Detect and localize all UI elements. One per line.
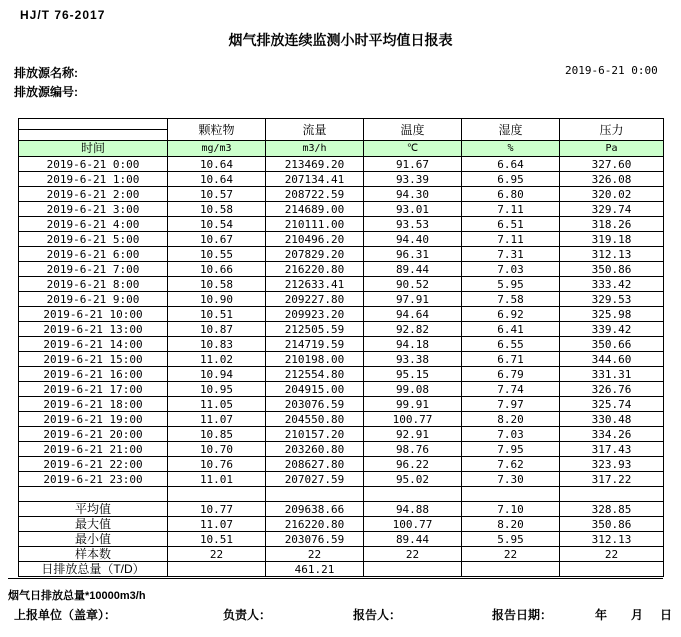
report-table: [18, 118, 664, 577]
value-cell: 319.18: [560, 232, 664, 247]
summary-value-cell: 100.77: [364, 517, 462, 532]
summary-value-cell: 22: [168, 547, 266, 562]
value-cell: 8.20: [462, 412, 560, 427]
value-cell: 89.44: [364, 262, 462, 277]
time-cell: 2019-6-21 1:00: [19, 172, 168, 187]
month-label: 月: [631, 608, 644, 622]
value-cell: 100.77: [364, 412, 462, 427]
summary-label-cell: 样本数: [19, 547, 168, 562]
value-cell: 10.58: [168, 202, 266, 217]
value-cell: 329.74: [560, 202, 664, 217]
summary-value-cell: 461.21: [266, 562, 364, 577]
value-cell: 6.80: [462, 187, 560, 202]
value-cell: 92.82: [364, 322, 462, 337]
summary-row: [19, 547, 664, 562]
year-label: 年: [595, 608, 608, 622]
value-cell: 327.60: [560, 157, 664, 172]
value-cell: 10.57: [168, 187, 266, 202]
value-cell: 325.98: [560, 307, 664, 322]
summary-label-cell: 最大值: [19, 517, 168, 532]
time-cell: 2019-6-21 19:00: [19, 412, 168, 427]
value-cell: 6.71: [462, 352, 560, 367]
empty-cell: [364, 487, 462, 502]
time-cell: 2019-6-21 0:00: [19, 157, 168, 172]
table-row: [19, 367, 664, 382]
summary-value-cell: 216220.80: [266, 517, 364, 532]
summary-row: [19, 517, 664, 532]
value-cell: 204550.80: [266, 412, 364, 427]
value-cell: 11.01: [168, 472, 266, 487]
value-cell: 10.85: [168, 427, 266, 442]
value-cell: 207134.41: [266, 172, 364, 187]
value-cell: 10.67: [168, 232, 266, 247]
report-unit-label: 上报单位（盖章）：: [14, 608, 117, 622]
time-cell: 2019-6-21 18:00: [19, 397, 168, 412]
value-cell: 93.38: [364, 352, 462, 367]
responsible-person-label: 负责人：: [223, 608, 272, 622]
table-row: [19, 337, 664, 352]
table-row: [19, 412, 664, 427]
time-cell: 2019-6-21 23:00: [19, 472, 168, 487]
value-cell: 95.02: [364, 472, 462, 487]
value-cell: 94.18: [364, 337, 462, 352]
value-cell: 98.76: [364, 442, 462, 457]
value-cell: 6.79: [462, 367, 560, 382]
value-cell: 7.58: [462, 292, 560, 307]
value-cell: 214719.59: [266, 337, 364, 352]
value-cell: 6.92: [462, 307, 560, 322]
value-cell: 317.43: [560, 442, 664, 457]
time-cell: 2019-6-21 8:00: [19, 277, 168, 292]
summary-value-cell: 203076.59: [266, 532, 364, 547]
value-cell: 323.93: [560, 457, 664, 472]
table-body: [19, 157, 664, 577]
col-header-pm: 颗粒物: [168, 119, 266, 141]
summary-value-cell: [364, 562, 462, 577]
value-cell: 7.11: [462, 202, 560, 217]
value-cell: 214689.00: [266, 202, 364, 217]
day-label: 日: [660, 608, 673, 622]
value-cell: 210198.00: [266, 352, 364, 367]
summary-value-cell: 94.88: [364, 502, 462, 517]
time-cell: 2019-6-21 13:00: [19, 322, 168, 337]
time-cell: 2019-6-21 21:00: [19, 442, 168, 457]
value-cell: 10.64: [168, 172, 266, 187]
value-cell: 10.70: [168, 442, 266, 457]
value-cell: 92.91: [364, 427, 462, 442]
table-row: [19, 442, 664, 457]
value-cell: 204915.00: [266, 382, 364, 397]
value-cell: 210496.20: [266, 232, 364, 247]
value-cell: 7.11: [462, 232, 560, 247]
value-cell: 95.15: [364, 367, 462, 382]
value-cell: 7.03: [462, 262, 560, 277]
value-cell: 344.60: [560, 352, 664, 367]
table-row: [19, 277, 664, 292]
value-cell: 208627.80: [266, 457, 364, 472]
value-cell: 10.54: [168, 217, 266, 232]
value-cell: 10.66: [168, 262, 266, 277]
value-cell: 7.31: [462, 247, 560, 262]
summary-value-cell: 209638.66: [266, 502, 364, 517]
table-row: [19, 187, 664, 202]
summary-value-cell: 312.13: [560, 532, 664, 547]
empty-row: [19, 487, 664, 502]
time-cell: 2019-6-21 22:00: [19, 457, 168, 472]
value-cell: 7.62: [462, 457, 560, 472]
value-cell: 11.05: [168, 397, 266, 412]
value-cell: 6.64: [462, 157, 560, 172]
value-cell: 10.95: [168, 382, 266, 397]
value-cell: 350.66: [560, 337, 664, 352]
value-cell: 7.95: [462, 442, 560, 457]
table-row: [19, 472, 664, 487]
value-cell: 97.91: [364, 292, 462, 307]
summary-row: [19, 532, 664, 547]
value-cell: 11.07: [168, 412, 266, 427]
time-header-cell: 时间: [19, 141, 168, 157]
time-cell: 2019-6-21 9:00: [19, 292, 168, 307]
time-cell: 2019-6-21 4:00: [19, 217, 168, 232]
value-cell: 326.76: [560, 382, 664, 397]
value-cell: 318.26: [560, 217, 664, 232]
summary-value-cell: [462, 562, 560, 577]
value-cell: 5.95: [462, 277, 560, 292]
table-row: [19, 397, 664, 412]
value-cell: 99.91: [364, 397, 462, 412]
value-cell: 6.55: [462, 337, 560, 352]
value-cell: 333.42: [560, 277, 664, 292]
summary-label-cell: 平均值: [19, 502, 168, 517]
col-header-humidity: 湿度: [462, 119, 560, 141]
summary-value-cell: [560, 562, 664, 577]
footer-note: 烟气日排放总量*10000m3/h: [8, 590, 146, 602]
col-header-pressure: 压力: [560, 119, 664, 141]
value-cell: 7.30: [462, 472, 560, 487]
table-row: [19, 157, 664, 172]
value-cell: 212505.59: [266, 322, 364, 337]
value-cell: 7.97: [462, 397, 560, 412]
time-cell: 2019-6-21 3:00: [19, 202, 168, 217]
value-cell: 7.74: [462, 382, 560, 397]
value-cell: 317.22: [560, 472, 664, 487]
unit-header-row: [19, 141, 664, 157]
value-cell: 94.64: [364, 307, 462, 322]
value-cell: 10.64: [168, 157, 266, 172]
table-row: [19, 292, 664, 307]
summary-value-cell: 8.20: [462, 517, 560, 532]
value-cell: 203260.80: [266, 442, 364, 457]
value-cell: 320.02: [560, 187, 664, 202]
value-cell: 203076.59: [266, 397, 364, 412]
value-cell: 93.53: [364, 217, 462, 232]
value-cell: 216220.80: [266, 262, 364, 277]
footer-divider: [8, 578, 663, 579]
empty-cell: [168, 487, 266, 502]
value-cell: 10.58: [168, 277, 266, 292]
summary-value-cell: 22: [462, 547, 560, 562]
summary-value-cell: 22: [560, 547, 664, 562]
summary-label-cell: 日排放总量（T/D）: [19, 562, 168, 577]
value-cell: 6.41: [462, 322, 560, 337]
value-cell: 330.48: [560, 412, 664, 427]
table-row: [19, 247, 664, 262]
empty-cell: [462, 487, 560, 502]
table-row: [19, 457, 664, 472]
value-cell: 10.87: [168, 322, 266, 337]
value-cell: 212554.80: [266, 367, 364, 382]
value-cell: 10.55: [168, 247, 266, 262]
value-cell: 11.02: [168, 352, 266, 367]
value-cell: 10.76: [168, 457, 266, 472]
value-cell: 93.01: [364, 202, 462, 217]
value-cell: 7.03: [462, 427, 560, 442]
value-cell: 207829.20: [266, 247, 364, 262]
time-cell: 2019-6-21 6:00: [19, 247, 168, 262]
value-cell: 329.53: [560, 292, 664, 307]
table-row: [19, 322, 664, 337]
report-datetime: 2019-6-21 0:00: [565, 64, 658, 77]
table-row: [19, 202, 664, 217]
header-empty-cell-bottom: [19, 130, 168, 141]
source-name-label: 排放源名称:: [14, 66, 78, 80]
value-cell: 210157.20: [266, 427, 364, 442]
value-cell: 209227.80: [266, 292, 364, 307]
value-cell: 10.83: [168, 337, 266, 352]
summary-value-cell: 5.95: [462, 532, 560, 547]
col-header-temp: 温度: [364, 119, 462, 141]
table-row: [19, 427, 664, 442]
source-code-label: 排放源编号:: [14, 85, 78, 99]
summary-value-cell: 350.86: [560, 517, 664, 532]
summary-value-cell: 22: [266, 547, 364, 562]
table-row: [19, 352, 664, 367]
summary-label-cell: 最小值: [19, 532, 168, 547]
value-cell: 94.30: [364, 187, 462, 202]
empty-cell: [266, 487, 364, 502]
value-cell: 6.51: [462, 217, 560, 232]
value-cell: 10.90: [168, 292, 266, 307]
summary-value-cell: 10.77: [168, 502, 266, 517]
summary-value-cell: 10.51: [168, 532, 266, 547]
summary-value-cell: 22: [364, 547, 462, 562]
header-empty-cell-top: [19, 119, 168, 130]
value-cell: 94.40: [364, 232, 462, 247]
unit-cell-temp: ℃: [364, 141, 462, 157]
value-cell: 90.52: [364, 277, 462, 292]
unit-cell-flow: m3/h: [266, 141, 364, 157]
value-cell: 96.31: [364, 247, 462, 262]
value-cell: 339.42: [560, 322, 664, 337]
reporter-label: 报告人：: [353, 608, 402, 622]
summary-value-cell: 11.07: [168, 517, 266, 532]
value-cell: 210111.00: [266, 217, 364, 232]
empty-cell: [19, 487, 168, 502]
unit-cell-pm: mg/m3: [168, 141, 266, 157]
value-cell: 96.22: [364, 457, 462, 472]
value-cell: 208722.59: [266, 187, 364, 202]
pollutant-header-row: [19, 119, 664, 130]
value-cell: 212633.41: [266, 277, 364, 292]
value-cell: 325.74: [560, 397, 664, 412]
time-cell: 2019-6-21 20:00: [19, 427, 168, 442]
unit-cell-pressure: Pa: [560, 141, 664, 157]
summary-value-cell: 328.85: [560, 502, 664, 517]
report-date-label: 报告日期：: [492, 608, 553, 622]
summary-value-cell: 7.10: [462, 502, 560, 517]
value-cell: 326.08: [560, 172, 664, 187]
value-cell: 312.13: [560, 247, 664, 262]
summary-value-cell: 89.44: [364, 532, 462, 547]
table-row: [19, 232, 664, 247]
table-row: [19, 382, 664, 397]
value-cell: 209923.20: [266, 307, 364, 322]
time-cell: 2019-6-21 16:00: [19, 367, 168, 382]
empty-cell: [560, 487, 664, 502]
page-title: 烟气排放连续监测小时平均值日报表: [228, 32, 453, 48]
table-row: [19, 172, 664, 187]
value-cell: 350.86: [560, 262, 664, 277]
table-row: [19, 217, 664, 232]
time-cell: 2019-6-21 2:00: [19, 187, 168, 202]
table-row: [19, 262, 664, 277]
time-cell: 2019-6-21 10:00: [19, 307, 168, 322]
standard-code: HJ/T 76-2017: [20, 8, 106, 22]
value-cell: 213469.20: [266, 157, 364, 172]
table-row: [19, 307, 664, 322]
time-cell: 2019-6-21 14:00: [19, 337, 168, 352]
value-cell: 10.94: [168, 367, 266, 382]
value-cell: 91.67: [364, 157, 462, 172]
col-header-flow: 流量: [266, 119, 364, 141]
time-cell: 2019-6-21 17:00: [19, 382, 168, 397]
unit-cell-humidity: %: [462, 141, 560, 157]
value-cell: 99.08: [364, 382, 462, 397]
time-cell: 2019-6-21 7:00: [19, 262, 168, 277]
time-cell: 2019-6-21 5:00: [19, 232, 168, 247]
value-cell: 334.26: [560, 427, 664, 442]
value-cell: 207027.59: [266, 472, 364, 487]
summary-row: [19, 502, 664, 517]
summary-value-cell: [168, 562, 266, 577]
value-cell: 331.31: [560, 367, 664, 382]
value-cell: 10.51: [168, 307, 266, 322]
summary-row: [19, 562, 664, 577]
value-cell: 93.39: [364, 172, 462, 187]
time-cell: 2019-6-21 15:00: [19, 352, 168, 367]
value-cell: 6.95: [462, 172, 560, 187]
